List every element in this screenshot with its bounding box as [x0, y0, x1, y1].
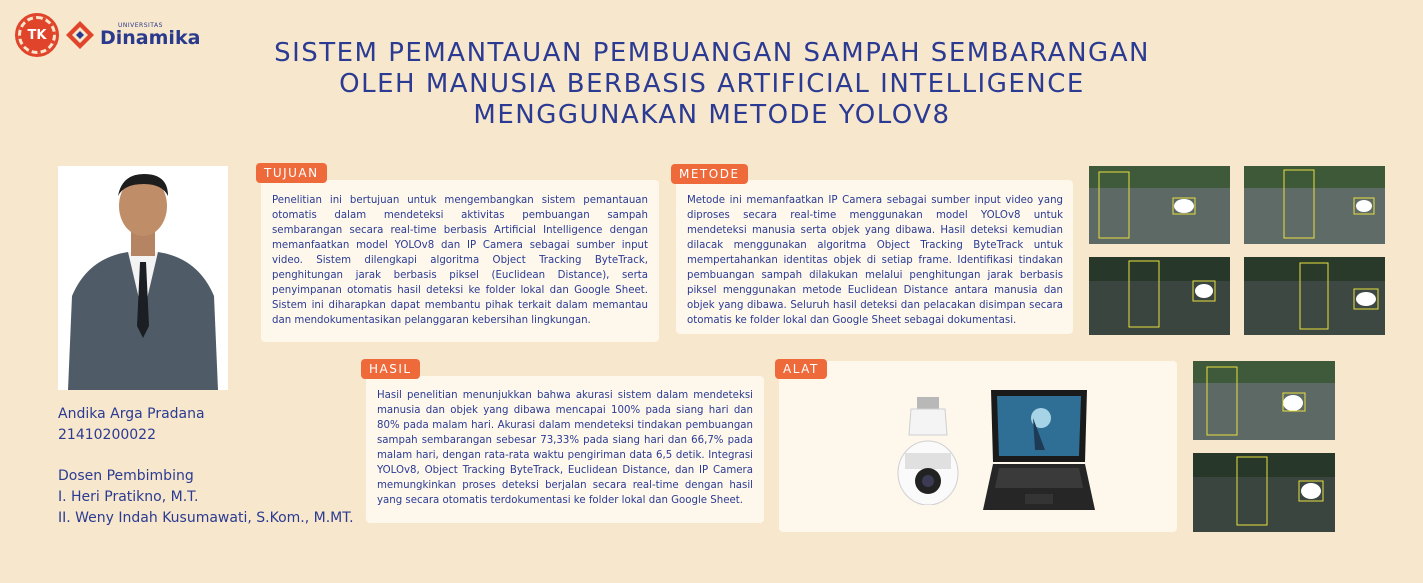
title-line-1: SISTEM PEMANTAUAN PEMBUANGAN SAMPAH SEMBARANGAN: [274, 38, 1150, 68]
title-line-2: OLEH MANUSIA BERBASIS ARTIFICIAL INTELLIGENCE: [339, 69, 1085, 99]
logo-group: [18, 16, 200, 54]
dinamika-logo-name: Dinamika: [100, 26, 201, 49]
author-photo: [58, 166, 228, 390]
laptop-image: [983, 388, 1095, 510]
tujuan-text: Penelitian ini bertujuan untuk mengembangkan sistem pemantauan otomatis dalam mendeteksi aktivitas pembuangan sampah sembarangan secara real-time berbasis Artificial Intelligence dengan memanfaatkan model YOLOv8 dan IP Camera sebagai sumber input video. Sistem dilengkapi algoritma Object Tracking ByteTrack, penghitungan jarak berbasis piksel (Euclidean Distance), serta penyimpanan otomatis hasil deteksi ke folder lokal dan Google Sheet. Sistem ini diharapkan dapat membantu pihak terkait dalam memantau dan mendokumentasikan pelanggaran kebersihan lingkungan.: [272, 195, 648, 326]
poster-title: [260, 38, 1164, 131]
ip-camera-image: [897, 397, 959, 505]
advisor-2: II. Weny Indah Kusumawati, S.Kom., M.MT.: [58, 510, 354, 526]
alat-panel: [779, 361, 1177, 532]
detection-thumb-4: [1244, 257, 1385, 335]
hasil-text: Hasil penelitian menunjukkan bahwa akurasi sistem dalam mendeteksi manusia dan objek yang dibawa mencapai 100% pada siang hari dan 80% pada malam hari. Akurasi dalam mendeteksi tindakan pembuangan sampah sembarangan sebesar 73,33% pada siang hari dan 66,7% pada malam hari, dengan rata-rata waktu pengiriman data 6,5 detik. Integrasi YOLOv8, Object Tracking ByteTrack, Euclidean Distance, dan IP Camera memungkinkan proses deteksi berjalan secara real-time dengan hasil yang secara otomatis terdokumentasi ke folder lokal dan Google Sheet.: [377, 390, 753, 506]
metode-tag: METODE: [671, 164, 748, 184]
dinamika-logo-small: UNIVERSITAS: [118, 21, 163, 29]
author-name: Andika Arga Pradana: [58, 406, 205, 422]
detection-thumb-3: [1089, 257, 1230, 335]
tujuan-panel: [261, 180, 659, 342]
title-line-3: MENGGUNAKAN METODE YOLOV8: [473, 100, 951, 130]
advisor-1: I. Heri Pratikno, M.T.: [58, 489, 199, 505]
author-nim: 21410200022: [58, 427, 156, 443]
author-info: [58, 404, 354, 529]
metode-text: Metode ini memanfaatkan IP Camera sebagai sumber input video yang diproses secara real-time menggunakan model YOLOv8 untuk mendeteksi manusia serta objek yang dibawa. Hasil deteksi kemudian dilacak menggunakan algoritma Object Tracking ByteTrack untuk mempertahankan identitas objek di setiap frame. Identifikasi tindakan pembuangan sampah dilakukan melalui penghitungan jarak berbasis piksel menggunakan metode Euclidean Distance antara manusia dan objek yang dibawa. Seluruh hasil deteksi dan pelacakan disimpan secara otomatis ke folder lokal dan Google Sheet sebagai dokumentasi.: [687, 195, 1063, 326]
tk-logo: [18, 16, 56, 54]
detection-thumb-1: [1089, 166, 1230, 244]
detection-thumb-5: [1193, 361, 1335, 440]
dinamika-logo: [64, 19, 200, 51]
hasil-tag: HASIL: [361, 359, 420, 379]
metode-panel: [676, 180, 1073, 334]
hasil-panel: [366, 376, 764, 523]
tujuan-tag: TUJUAN: [256, 163, 327, 183]
detection-thumb-2: [1244, 166, 1385, 244]
advisor-label: Dosen Pembimbing: [58, 468, 194, 484]
author-portrait-image: [58, 166, 228, 390]
dinamika-mark-icon: [64, 19, 96, 51]
alat-tag: ALAT: [775, 359, 827, 379]
tk-logo-label: TK: [27, 27, 47, 43]
detection-thumb-6: [1193, 453, 1335, 532]
